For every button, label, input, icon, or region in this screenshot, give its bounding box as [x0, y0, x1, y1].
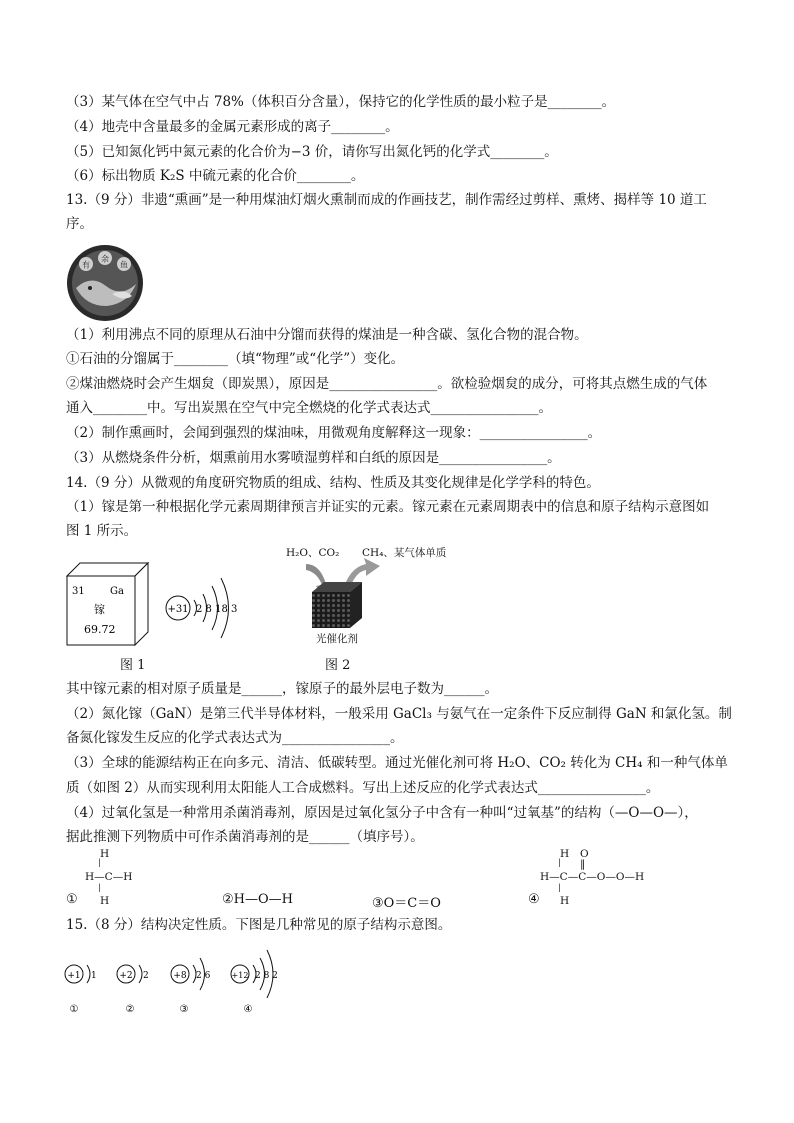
q14-4: （4）过氧化氢是一种常用杀菌消毒剂，原因是过氧化氢分子中含有一种叫“过氧基”的结构（—O—O—），	[66, 805, 698, 821]
q14-4-cont: 据此推测下列物质中可作杀菌消毒剂的是______（填序号）。	[66, 829, 424, 845]
atom-2-nucleus: +2	[119, 971, 133, 981]
q14-2: （2）氮化镓（GaN）是第三代半导体材料，一般采用 GaCl₃ 与氨气在一定条件下反应制得 GaN 和氯化氢。制	[66, 706, 732, 722]
q13-1-b-cont: 通入________中。写出炭黑在空气中完全燃烧的化学式表达式________________。	[66, 400, 552, 416]
option-3: ③O＝C＝O	[372, 896, 441, 911]
q15-stem: 15.（8 分）结构决定性质。下图是几种常见的原子结构示意图。	[66, 917, 452, 933]
q14-1-cont: 图 1 所示。	[66, 523, 138, 539]
seal-char-1: 有	[82, 260, 90, 270]
opt4-bottom-h: H	[560, 895, 570, 907]
methane-top-h: H	[100, 848, 110, 860]
q12-3: （3）某气体在空气中占 78%（体积百分含量），保持它的化学性质的最小粒子是________。	[66, 94, 616, 110]
q13-2: （2）制作熏画时，会闻到强烈的煤油味，用微观角度解释这一现象：________________。	[66, 425, 602, 441]
element-name: 镓	[94, 603, 105, 616]
element-cube-figure	[66, 562, 150, 646]
photocatalyst-figure	[286, 558, 396, 630]
q14-2-cont: 备氮化镓发生反应的化学式表达式为________________。	[66, 730, 404, 746]
atom-4-structure	[231, 950, 278, 998]
atom-structures	[62, 944, 282, 1014]
atom-1-shells: 1	[91, 971, 97, 981]
catalyst-label: 光催化剂	[316, 633, 358, 645]
fig2-caption: 图 2	[325, 658, 351, 673]
atom-4-shells: 2 8 2	[255, 971, 278, 981]
q13-1-a: ①石油的分馏属于________（填“物理”或“化学”）变化。	[66, 351, 405, 367]
seal-char-3: 鱼	[120, 260, 128, 270]
atom-3-nucleus: +8	[173, 971, 187, 981]
opt4-top-h: H	[560, 848, 570, 860]
ga-shells: 2 8 18 3	[196, 604, 238, 615]
atom-3-structure	[171, 958, 211, 990]
q12-4: （4）地壳中含量最多的金属元素形成的离子________。	[66, 119, 399, 135]
q13-stem: 13.（9 分）非遗“熏画”是一种用煤油灯烟火熏制而成的作画技艺，制作需经过剪样、熏烤、揭样等 10 道工	[66, 192, 707, 208]
q12-6: （6）标出物质 K₂S 中硫元素的化合价________。	[66, 168, 365, 184]
xunhua-image	[66, 244, 144, 322]
element-symbol: Ga	[110, 586, 124, 597]
q14-3: （3）全球的能源结构正在向多元、清洁、低碳转型。通过光催化剂可将 H₂O、CO₂ 转化为 CH₄ 和一种气体单	[66, 755, 728, 771]
atom-1-nucleus: +1	[67, 971, 81, 981]
q12-5: （5）已知氮化钙中氮元素的化合价为−3 价，请你写出氮化钙的化学式________。	[66, 144, 558, 160]
atom-3-label: ③	[179, 1004, 189, 1014]
opt4-chain: H—C—C—O—O—H	[540, 871, 645, 883]
ga-nucleus: +31	[167, 604, 189, 615]
q13-stem-cont: 序。	[66, 216, 93, 232]
option-4-label: ④	[528, 892, 540, 907]
opt4-double-bond: ‖	[580, 858, 586, 870]
q14-1: （1）镓是第一种根据化学元素周期律预言并证实的元素。镓元素在元素周期表中的信息和原子结构示意图如	[66, 499, 710, 515]
q13-3: （3）从燃烧条件分析，烟熏前用水雾喷湿剪样和白纸的原因是________________。	[66, 450, 561, 466]
fig2-reactants: H₂O、CO₂	[286, 547, 340, 559]
atom-1-structure	[65, 965, 97, 983]
atomic-number: 31	[72, 586, 85, 597]
atom-2-label: ②	[125, 1004, 135, 1014]
fig1-caption: 图 1	[120, 658, 146, 673]
ga-atom-structure	[164, 570, 244, 646]
opt4-carbonyl-o: O	[580, 848, 589, 860]
atom-1-label: ①	[69, 1004, 79, 1014]
q13-1: （1）利用沸点不同的原理从石油中分馏而获得的煤油是一种含碳、氢化合物的混合物。	[66, 327, 588, 343]
atom-4-nucleus: +12	[231, 971, 249, 980]
methane-bottom-h: H	[100, 895, 110, 907]
atom-2-shells: 2	[143, 971, 149, 981]
q14-3-cont: 质（如图 2）从而实现利用太阳能人工合成燃料。写出上述反应的化学式表达式________________。	[66, 780, 660, 796]
seal-char-2: 余	[101, 254, 109, 264]
q14-stem: 14.（9 分）从微观的角度研究物质的组成、结构、性质及其变化规律是化学学科的特色。	[66, 475, 600, 491]
atomic-mass: 69.72	[84, 623, 116, 636]
option-2: ②H—O—H	[222, 892, 293, 907]
atom-2-structure	[117, 965, 149, 983]
methane-middle: H—C—H	[85, 871, 133, 883]
option-1-label: ①	[66, 892, 78, 907]
q14-1-blank: 其中镓元素的相对原子质量是______，镓原子的最外层电子数为______。	[66, 681, 498, 697]
atom-4-label: ④	[243, 1004, 253, 1014]
atom-3-shells: 2 6	[196, 971, 211, 981]
q13-1-b: ②煤油燃烧时会产生烟炱（即炭黑），原因是________________。欲检验烟炱的成分，可将其点燃生成的气体	[66, 376, 708, 392]
fig2-products: CH₄、某气体单质	[362, 547, 447, 559]
